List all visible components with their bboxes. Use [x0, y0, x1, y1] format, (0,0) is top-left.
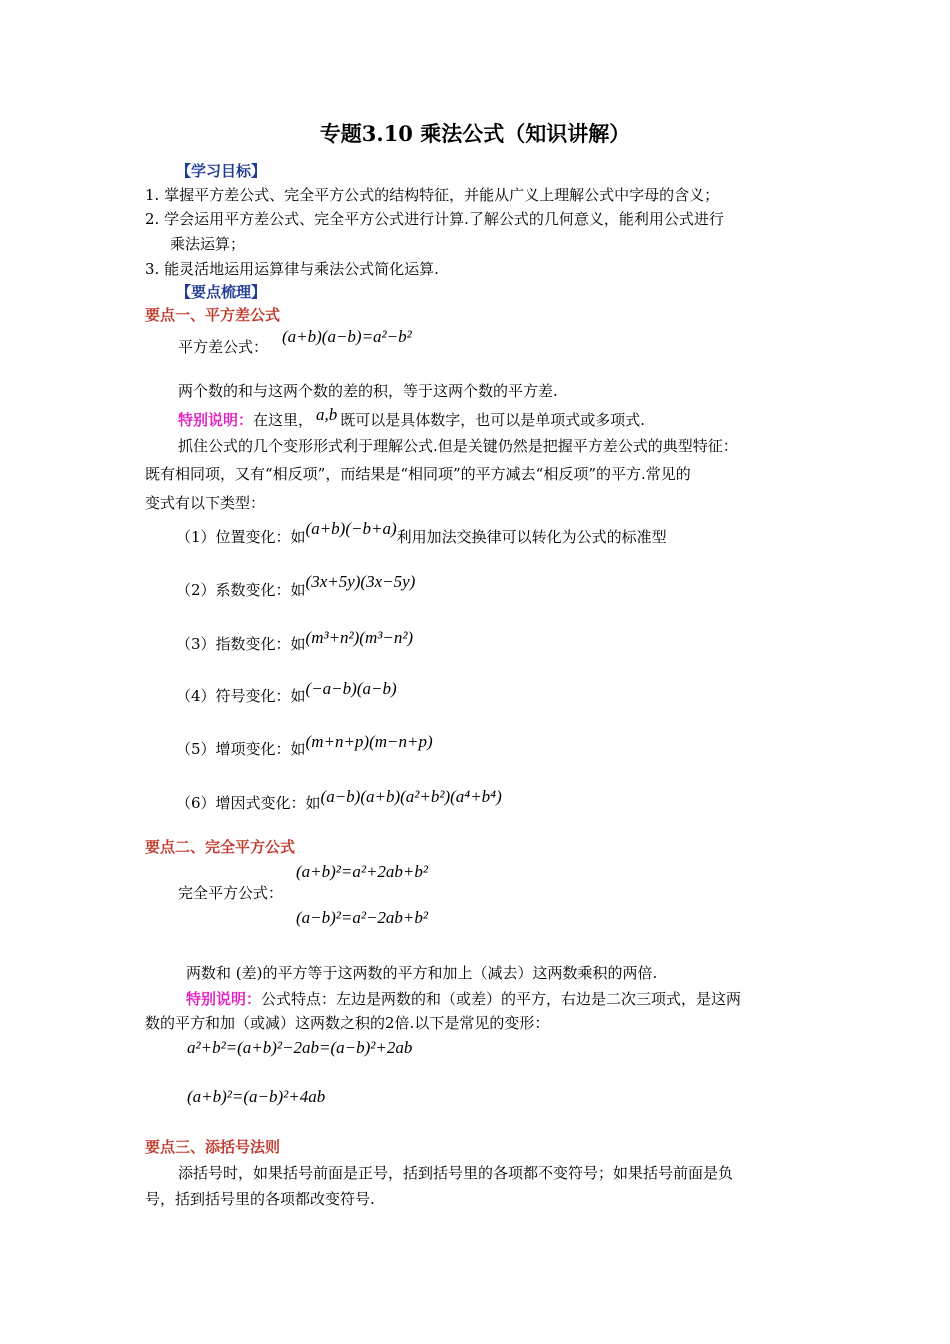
- variant-label: （1）位置变化：如: [176, 528, 306, 546]
- point1-description: 两个数的和与这两个数的差的积，等于这两个数的平方差.: [178, 382, 558, 400]
- objectives-heading: 【学习目标】: [176, 162, 267, 180]
- variant-expr: (a+b)(−b+a): [305, 519, 397, 538]
- point1-paragraph-line: 抓住公式的几个变形形式利于理解公式.但是关键仍然是把握平方差公式的典型特征：: [178, 437, 738, 455]
- variant-item: [176, 519, 667, 547]
- variant-label: （6）增因式变化：如: [176, 794, 321, 812]
- square-of-sum-formula: (a+b)²=a²+2ab+b²: [296, 862, 428, 881]
- note-post: 既可以是具体数字，也可以是单项式或多项式.: [340, 411, 646, 429]
- point1-paragraph-line: 变式有以下类型：: [145, 494, 266, 512]
- note-vars: a,b: [316, 405, 338, 424]
- variant-tail: 利用加法交换律可以转化为公式的标准型: [396, 528, 667, 546]
- point1-paragraph-line: 既有相同项，又有“相反项”，而结果是“相同项”的平方减去“相反项”的平方.常见的: [145, 465, 691, 483]
- point3-line: 号，括到括号里的各项都改变符号.: [145, 1190, 375, 1208]
- point2-description: 两数和 (差)的平方等于这两数的平方和加上（减去）这两数乘积的两倍.: [186, 964, 658, 982]
- variant-label: （4）符号变化：如: [176, 687, 306, 705]
- variant-item: [176, 628, 414, 654]
- point2-heading: 要点二、完全平方公式: [145, 838, 296, 856]
- variant-label: （5）增项变化：如: [176, 740, 306, 758]
- summary-heading: 【要点梳理】: [176, 283, 267, 301]
- note-text: 公式特点：左边是两数的和（或差）的平方，右边是二次三项式，是这两: [261, 990, 742, 1008]
- point1-formula-label: 平方差公式：: [178, 338, 269, 356]
- variant-item: [176, 679, 397, 706]
- point2-formula-label: 完全平方公式：: [178, 884, 284, 902]
- page-title: 专题3.10 乘法公式（知识讲解）: [319, 121, 631, 146]
- point1-heading: 要点一、平方差公式: [145, 306, 281, 324]
- square-of-difference-formula: (a−b)²=a²−2ab+b²: [296, 908, 428, 927]
- objective-item: 2. 学会运用平方差公式、完全平方公式进行计算.了解公式的几何意义，能利用公式进行: [145, 210, 724, 228]
- variant-item: [176, 732, 433, 759]
- variant-item: [176, 787, 502, 813]
- point3-heading: 要点三、添括号法则: [145, 1138, 281, 1156]
- variant-expr: (−a−b)(a−b): [305, 679, 397, 698]
- variant-expr: (3x+5y)(3x−5y): [305, 572, 416, 591]
- point2-note: [186, 988, 741, 1009]
- difference-of-squares-formula: (a+b)(a−b)=a²−b²: [282, 327, 412, 346]
- point3-line: 添括号时，如果括号前面是正号，括到括号里的各项都不变符号；如果括号前面是负: [178, 1164, 734, 1182]
- objective-item: 乘法运算；: [170, 235, 246, 253]
- note-label: 特别说明：: [178, 411, 254, 429]
- note-label: 特别说明：: [186, 990, 262, 1008]
- objective-item: 3. 能灵活地运用运算律与乘法公式简化运算.: [145, 260, 439, 278]
- identity-square-relation: (a+b)²=(a−b)²+4ab: [187, 1087, 326, 1106]
- variant-expr: (m+n+p)(m−n+p): [305, 732, 433, 751]
- variant-item: [176, 572, 416, 600]
- point1-note: [178, 405, 646, 430]
- identity-sum-of-squares: a²+b²=(a+b)²−2ab=(a−b)²+2ab: [187, 1038, 413, 1057]
- objective-item: 1. 掌握平方差公式、完全平方公式的结构特征，并能从广义上理解公式中字母的含义；: [145, 186, 720, 204]
- variant-label: （2）系数变化：如: [176, 581, 306, 599]
- variant-expr: (a−b)(a+b)(a²+b²)(a⁴+b⁴): [320, 787, 502, 806]
- point2-note-continued: 数的平方和加（或减）这两数之积的2倍.以下是常见的变形：: [145, 1014, 550, 1032]
- variant-expr: (m³+n²)(m³−n²): [305, 628, 414, 647]
- note-pre: 在这里，: [253, 411, 314, 429]
- variant-label: （3）指数变化：如: [176, 635, 306, 653]
